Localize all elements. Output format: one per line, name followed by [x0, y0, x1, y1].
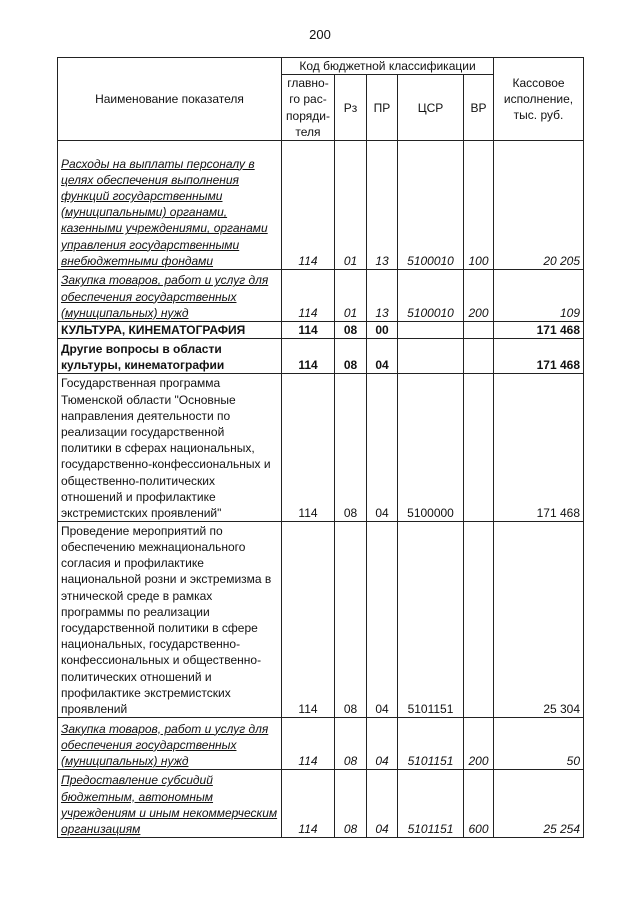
row-glavny: 114: [282, 718, 335, 770]
row-rz: 01: [335, 141, 367, 270]
table-row: [58, 270, 584, 322]
table-row: [58, 339, 584, 374]
row-rz: 08: [335, 770, 367, 838]
table-row: [58, 718, 584, 770]
header-name: Наименование показателя: [58, 58, 282, 141]
row-vr: [464, 374, 494, 522]
row-vr: 100: [464, 141, 494, 270]
budget-table: [57, 57, 584, 838]
row-glavny: 114: [282, 522, 335, 718]
table-row: [58, 522, 584, 718]
row-pr: 04: [367, 339, 398, 374]
row-glavny: 114: [282, 339, 335, 374]
row-rz: 08: [335, 339, 367, 374]
row-vr: [464, 339, 494, 374]
row-name: Предоставление субсидий бюджетным, автономным учреждениям и иным некоммерческим организациям: [58, 770, 282, 838]
row-rz: 08: [335, 374, 367, 522]
header-vr: ВР: [464, 75, 494, 141]
row-amount: 171 468: [494, 339, 584, 374]
row-rz: 08: [335, 522, 367, 718]
row-name: Другие вопросы в области культуры, кинематографии: [58, 339, 282, 374]
row-glavny: 114: [282, 770, 335, 838]
row-amount: 20 205: [494, 141, 584, 270]
row-csr: 5101151: [398, 522, 464, 718]
table-row: [58, 770, 584, 838]
row-name: КУЛЬТУРА, КИНЕМАТОГРАФИЯ: [58, 322, 282, 339]
table-row: [58, 141, 584, 270]
header-amount: Кассовое исполнение, тыс. руб.: [494, 58, 584, 141]
row-amount: 109: [494, 270, 584, 322]
row-csr: 5100000: [398, 374, 464, 522]
row-glavny: 114: [282, 270, 335, 322]
row-name: Государственная программа Тюменской области "Основные направления деятельности по реализации государственной политики в сферах национальных, государственно-конфессиональных и общественно-политических отношений и профилактике экстремистских проявлений": [58, 374, 282, 522]
row-glavny: 114: [282, 141, 335, 270]
row-csr: 5100010: [398, 141, 464, 270]
row-pr: 00: [367, 322, 398, 339]
header-rz: Рз: [335, 75, 367, 141]
row-csr: 5101151: [398, 718, 464, 770]
row-pr: 04: [367, 718, 398, 770]
row-glavny: 114: [282, 322, 335, 339]
row-pr: 04: [367, 374, 398, 522]
row-amount: 171 468: [494, 322, 584, 339]
row-vr: [464, 322, 494, 339]
row-rz: 01: [335, 270, 367, 322]
table-row: [58, 374, 584, 522]
row-csr: [398, 339, 464, 374]
header-csr: ЦСР: [398, 75, 464, 141]
row-amount: 25 254: [494, 770, 584, 838]
header-glavny: главно-го рас-поряди-теля: [282, 75, 335, 141]
row-amount: 25 304: [494, 522, 584, 718]
row-vr: 200: [464, 718, 494, 770]
row-csr: 5101151: [398, 770, 464, 838]
row-pr: 13: [367, 141, 398, 270]
row-vr: [464, 522, 494, 718]
row-vr: 200: [464, 270, 494, 322]
page-number: 200: [309, 27, 331, 42]
row-rz: 08: [335, 718, 367, 770]
row-amount: 171 468: [494, 374, 584, 522]
table-row: [58, 322, 584, 339]
row-amount: 50: [494, 718, 584, 770]
row-csr: 5100010: [398, 270, 464, 322]
row-name: Расходы на выплаты персоналу в целях обеспечения выполнения функций государственными (муниципальными) органами, казенными учреждениями, органами управления государственными внебюджетными фондами: [58, 141, 282, 270]
row-name: Закупка товаров, работ и услуг для обеспечения государственных (муниципальных) нужд: [58, 270, 282, 322]
row-glavny: 114: [282, 374, 335, 522]
header-pr: ПР: [367, 75, 398, 141]
header-code-group: Код бюджетной классификации: [282, 58, 494, 75]
row-rz: 08: [335, 322, 367, 339]
row-csr: [398, 322, 464, 339]
row-name: Закупка товаров, работ и услуг для обеспечения государственных (муниципальных) нужд: [58, 718, 282, 770]
row-pr: 04: [367, 770, 398, 838]
row-pr: 04: [367, 522, 398, 718]
row-vr: 600: [464, 770, 494, 838]
row-name: Проведение мероприятий по обеспечению межнационального согласия и профилактике национальной розни и экстремизма в этнической среде в рамках программы по реализации государственной политики в сфере национальных, государственно-конфессиональных и общественно-политических отношений и профилактике экстремистских проявлений: [58, 522, 282, 718]
row-pr: 13: [367, 270, 398, 322]
